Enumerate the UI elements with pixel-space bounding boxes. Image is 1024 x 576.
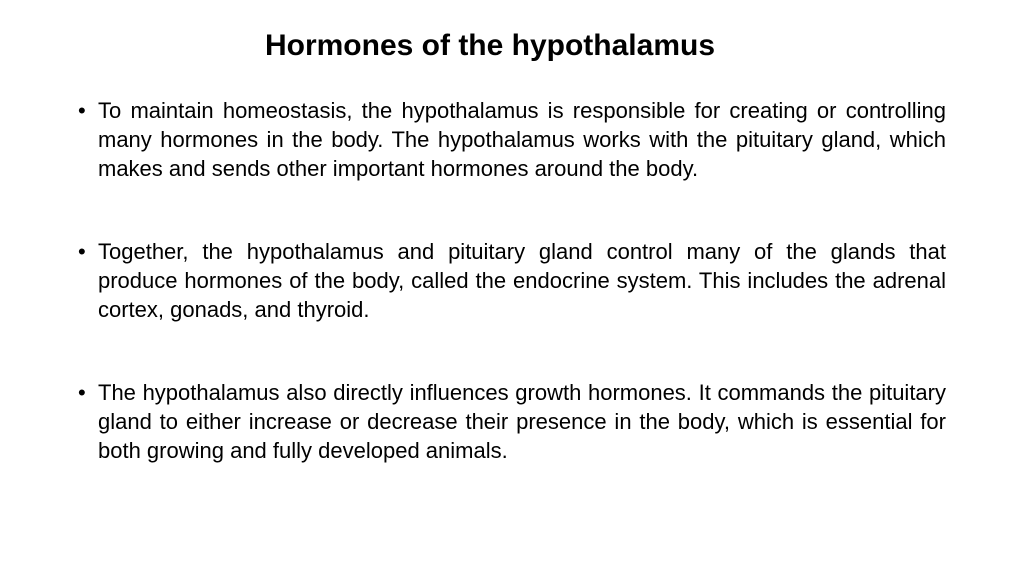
bullet-list [78,96,946,519]
bullet-text: To maintain homeostasis, the hypothalamus is responsible for creating or controlling many hormones in the body. The hypothalamus works with the pituitary gland, which makes and sends other important hormones around the body. [98,98,946,181]
bullet-marker: • [78,380,86,405]
bullet-item [78,378,946,465]
bullet-marker: • [78,98,86,123]
bullet-text: The hypothalamus also directly influences growth hormones. It commands the pituitary gland to either increase or decrease their presence in the body, which is essential for both growing and fully developed animals. [98,380,946,463]
slide-title: Hormones of the hypothalamus [264,29,716,62]
bullet-text: Together, the hypothalamus and pituitary gland control many of the glands that produce hormones of the body, called the endocrine system. This includes the adrenal cortex, gonads, and thyroid. [98,239,946,322]
bullet-item [78,96,946,183]
bullet-item [78,237,946,324]
bullet-marker: • [78,239,86,264]
